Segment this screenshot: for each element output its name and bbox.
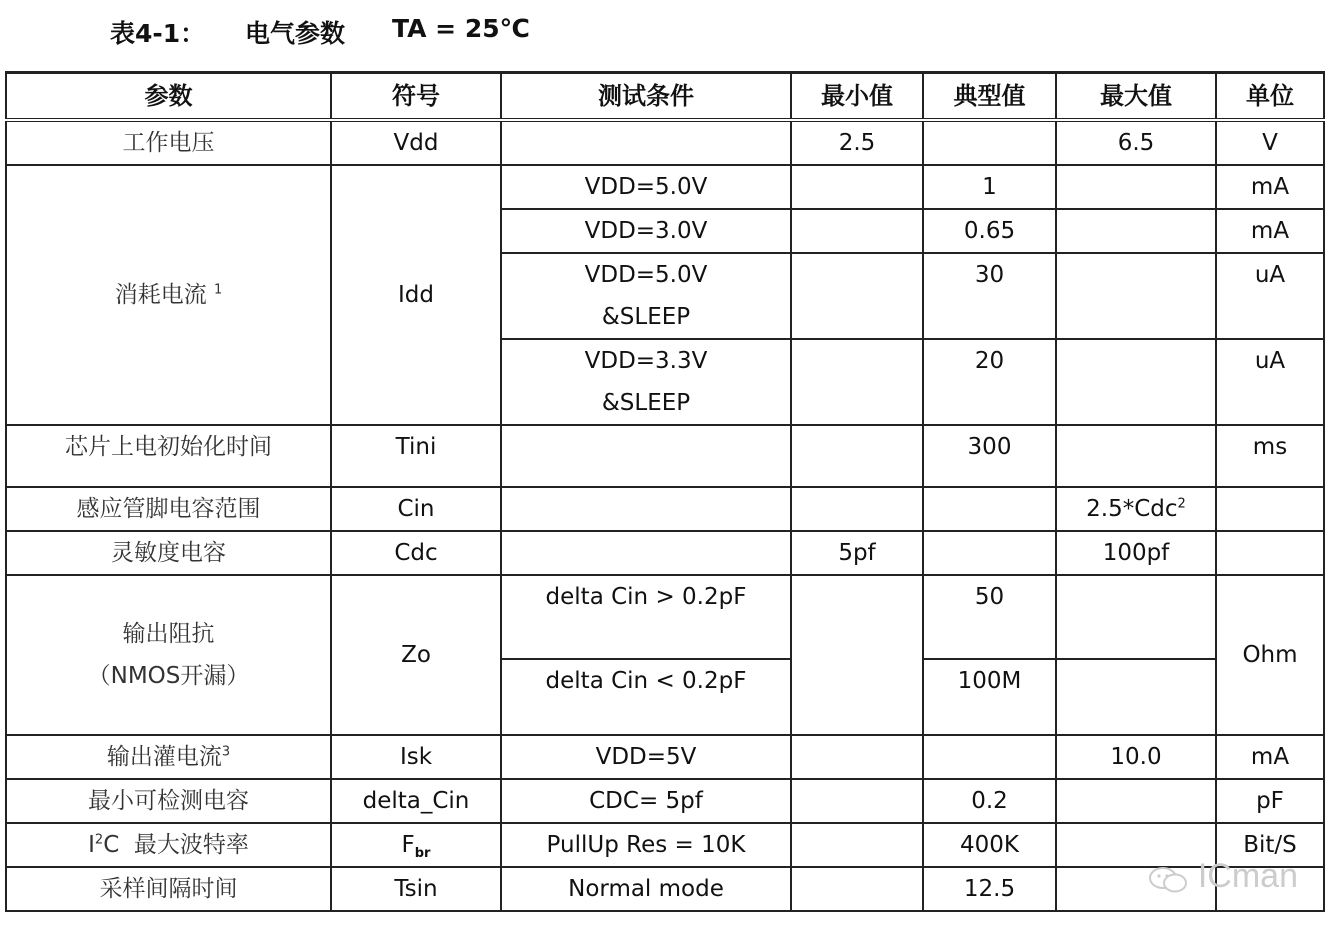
wechat-icon [1148,864,1188,892]
param-cell: 灵敏度电容 [6,531,331,575]
condition-cell [501,339,791,425]
header-condition: 测试条件 [501,73,791,121]
min-cell [791,823,923,867]
unit-cell: pF [1216,779,1324,823]
condition-cell: VDD=3.0V [501,209,791,253]
condition-cell: CDC= 5pf [501,779,791,823]
condition-cell: delta Cin > 0.2pF [501,575,791,659]
footnote-mark: 3 [221,744,231,760]
unit-cell [1216,531,1324,575]
watermark-text: ICman [1197,857,1298,895]
header-param: 参数 [6,73,331,121]
subscript: br [414,846,431,861]
unit-cell [1216,487,1324,531]
unit-cell: ms [1216,425,1324,487]
param-cell: 芯片上电初始化时间 [6,425,331,487]
max-text: 2.5*Cdc [1086,496,1178,522]
param-cell: 最小可检测电容 [6,779,331,823]
unit-cell: Bit/S [1216,823,1324,867]
table-name: 电气参数 [245,19,346,48]
param-text: 输出灌电流 [106,744,222,770]
param-text: I [88,832,95,858]
symbol-cell: Vdd [331,120,501,165]
symbol-cell: Cin [331,487,501,531]
typ-cell: 12.5 [923,867,1056,911]
table-row [6,575,1324,659]
min-cell: 2.5 [791,120,923,165]
typ-cell: 0.2 [923,779,1056,823]
param-cell: 采样间隔时间 [6,867,331,911]
param-cell [6,735,331,779]
header-unit: 单位 [1216,73,1324,121]
condition-cell: Normal mode [501,867,791,911]
param-cell [6,575,331,735]
max-cell: 6.5 [1056,120,1216,165]
condition-cell [501,531,791,575]
unit-cell: uA [1216,253,1324,339]
table-row [6,531,1324,575]
symbol-cell: Idd [331,165,501,425]
max-cell [1056,487,1216,531]
condition-cell: delta Cin < 0.2pF [501,659,791,735]
header-row [6,73,1324,121]
typ-cell: 300 [923,425,1056,487]
superscript: 2 [94,832,104,848]
table-row [6,487,1324,531]
condition-cell [501,487,791,531]
symbol-cell: Isk [331,735,501,779]
condition-cell: PullUp Res = 10K [501,823,791,867]
symbol-cell: Zo [331,575,501,735]
min-cell [791,735,923,779]
header-typ: 典型值 [923,73,1056,121]
min-cell [791,867,923,911]
param-cell: 感应管脚电容范围 [6,487,331,531]
typ-cell [923,735,1056,779]
table-row [6,735,1324,779]
typ-cell [923,487,1056,531]
max-cell [1056,209,1216,253]
symbol-cell: Tini [331,425,501,487]
unit-cell: mA [1216,735,1324,779]
table-row [6,120,1324,165]
max-cell: 100pf [1056,531,1216,575]
table-row [6,425,1324,487]
param-cell [6,165,331,425]
param-line: 输出阻抗 [122,621,215,647]
table-row [6,867,1324,911]
header-symbol: 符号 [331,73,501,121]
param-text: 消耗电流 [114,282,207,308]
condition-line: &SLEEP [601,304,691,330]
symbol-cell: Cdc [331,531,501,575]
max-cell [1056,339,1216,425]
condition-line: &SLEEP [601,390,691,416]
table-row [6,823,1324,867]
table-title [0,14,1338,50]
header-min: 最小值 [791,73,923,121]
unit-cell: V [1216,120,1324,165]
header-max: 最大值 [1056,73,1216,121]
min-cell [791,253,923,339]
unit-cell: mA [1216,209,1324,253]
max-cell [1056,779,1216,823]
typ-cell: 0.65 [923,209,1056,253]
typ-cell: 30 [923,253,1056,339]
table-row [6,165,1324,209]
min-cell: 5pf [791,531,923,575]
max-cell [1056,575,1216,659]
unit-cell: uA [1216,339,1324,425]
min-cell [791,425,923,487]
typ-cell: 20 [923,339,1056,425]
min-cell [791,165,923,209]
symbol-cell: Tsin [331,867,501,911]
condition-cell: VDD=5.0V [501,165,791,209]
max-cell [1056,425,1216,487]
symbol-cell [331,823,501,867]
min-cell [791,209,923,253]
min-cell [791,575,923,735]
condition-cell [501,253,791,339]
max-cell [1056,253,1216,339]
symbol-text: F [401,832,415,858]
typ-cell [923,120,1056,165]
unit-cell: Ohm [1216,575,1324,735]
typ-cell: 400K [923,823,1056,867]
param-line: （NMOS开漏） [87,663,250,689]
condition-line: VDD=3.3V [584,348,708,374]
symbol-cell: delta_Cin [331,779,501,823]
typ-cell: 100M [923,659,1056,735]
min-cell [791,779,923,823]
typ-cell [923,531,1056,575]
footnote-mark: 1 [214,282,223,298]
footnote-mark: 2 [1177,496,1186,512]
electrical-parameters-table [5,71,1325,912]
table-row [6,779,1324,823]
max-cell: 10.0 [1056,735,1216,779]
condition-cell [501,425,791,487]
condition-cell [501,120,791,165]
min-cell [791,339,923,425]
param-cell [6,823,331,867]
typ-cell: 50 [923,575,1056,659]
unit-cell: mA [1216,165,1324,209]
condition-cell: VDD=5V [501,735,791,779]
min-cell [791,487,923,531]
param-cell: 工作电压 [6,120,331,165]
table-number: 表4-1： [110,19,206,48]
condition-line: VDD=5.0V [584,262,708,288]
max-cell [1056,659,1216,735]
typ-cell: 1 [923,165,1056,209]
watermark [1148,857,1298,896]
table-condition: TA = 25℃ [392,14,530,43]
param-text: C 最大波特率 [103,832,249,858]
max-cell [1056,165,1216,209]
